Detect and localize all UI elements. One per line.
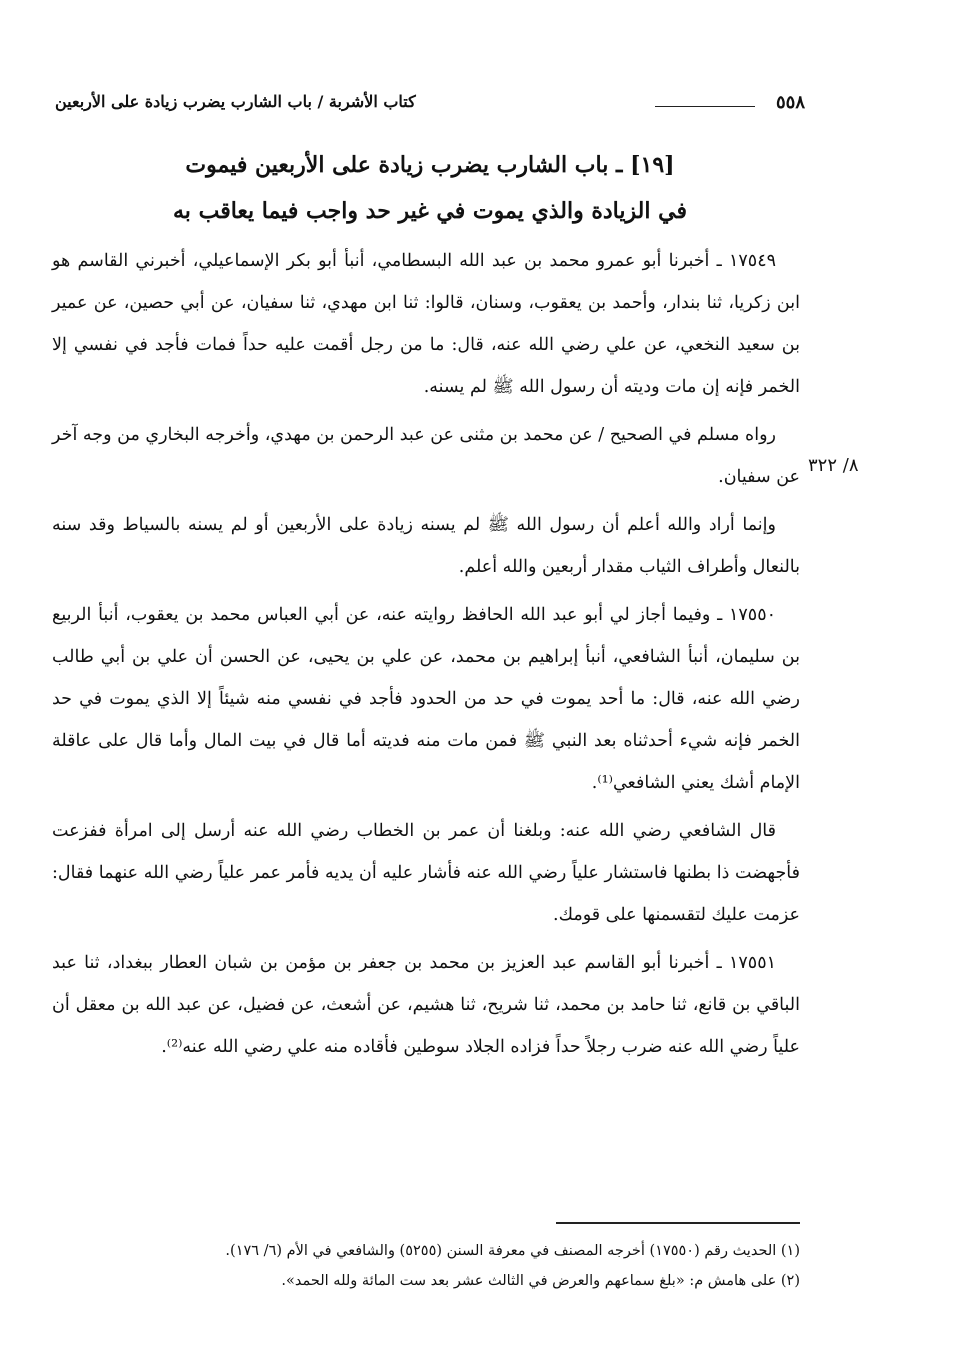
main-text <box>52 240 800 1074</box>
chapter-title-line-2: في الزيادة والذي يموت في غير حد واجب فيما يعاقب به <box>173 198 687 224</box>
running-title: كتاب الأشربة / باب الشارب يضرب زيادة على الأربعين <box>55 92 416 111</box>
chapter-title-line-1: [١٩] ـ باب الشارب يضرب زيادة على الأربعين فيموت <box>185 152 675 178</box>
hadith-17549: ١٧٥٤٩ ـ أخبرنا أبو عمرو محمد بن عبد الله البسطامي، أنبأ أبو بكر الإسماعيلي، أخبرني القاسم هو ابن زكريا، ثنا بندار، وأحمد بن يعقوب، وسنان، قالوا: ثنا ابن مهدي، ثنا سفيان، عن أبي حصين، عن عمير بن سعيد النخعي، عن علي رضي الله عنه، قال: ما من رجل أقمت عليه حداً فمات فأجد في نفسي إلا الخمر فإنه إن مات وديته أن رسول الله ﷺ لم يسنه. <box>52 251 800 397</box>
shafii-paragraph: قال الشافعي رضي الله عنه: وبلغنا أن عمر بن الخطاب رضي الله عنه أرسل إلى امرأة ففزعت فأجهضت ذا بطنها فاستشار علياً رضي الله عنه فأشار عليه أن يديه فأمر عمر علياً رضي الله عنهما فقال: عزمت عليك لتقسمنها على قومك. <box>52 821 800 925</box>
chapter-heading <box>60 142 800 234</box>
footnote-rule <box>556 1222 800 1224</box>
commentary-paragraph: وإنما أراد والله أعلم أن رسول الله ﷺ لم يسنه زيادة على الأربعين أو لم يسنه بالسياط وقد سنه بالنعال وأطراف الثياب مقدار أربعين والله أعلم. <box>52 515 800 577</box>
hadith-17551: ١٧٥٥١ ـ أخبرنا أبو القاسم عبد العزيز بن محمد بن جعفر بن مؤمن بن شبان العطار ببغداد، ثنا عبد الباقي بن قانع، ثنا حامد بن محمد، ثنا شريح، ثنا هشيم، عن أشعث، عن فضيل، عن عبد الله بن معقل أن علياً رضي الله عنه ضرب رجلاً حداً فزاده الجلاد سوطين فأقاده منه علي رضي الله عنه⁽²⁾. <box>52 953 800 1057</box>
footnotes <box>60 1236 800 1296</box>
running-header <box>55 92 805 120</box>
page-number: ٥٥٨ <box>775 92 805 113</box>
margin-reference: ٨/ ٣٢٢ <box>808 455 859 476</box>
footnote-1: (١) الحديث رقم (١٧٥٥٠) أخرجه المصنف في معرفة السنن (٥٢٥٥) والشافعي في الأم (٦/ ١٧٦). <box>225 1243 800 1259</box>
header-rule <box>655 106 755 107</box>
hadith-17550: ١٧٥٥٠ ـ وفيما أجاز لي أبو عبد الله الحافظ روايته عنه، عن أبي العباس محمد بن يعقوب، أنبأ الربيع بن سليمان، أنبأ الشافعي، أنبأ إبراهيم بن محمد، عن علي بن يحيى، عن الحسن أن علي بن أبي طالب رضي الله عنه، قال: ما أحد يموت في حد من الحدود فأجد في نفسي منه شيئاً إلا الذي يموت في حد الخمر فإنه شيء أحدثناه بعد النبي ﷺ فمن مات منه فديته أما قال في بيت المال وأما قال على عاقلة الإمام أشك يعني الشافعي⁽¹⁾. <box>52 605 800 793</box>
footnote-2: (٢) على هامش م: «بلغ سماعهم والعرض في الثالث عشر بعد ست المائة ولله الحمد». <box>281 1273 800 1289</box>
narration-note: رواه مسلم في الصحيح / عن محمد بن مثنى عن عبد الرحمن بن مهدي، وأخرجه البخاري من وجه آخر عن سفيان. <box>52 425 800 487</box>
